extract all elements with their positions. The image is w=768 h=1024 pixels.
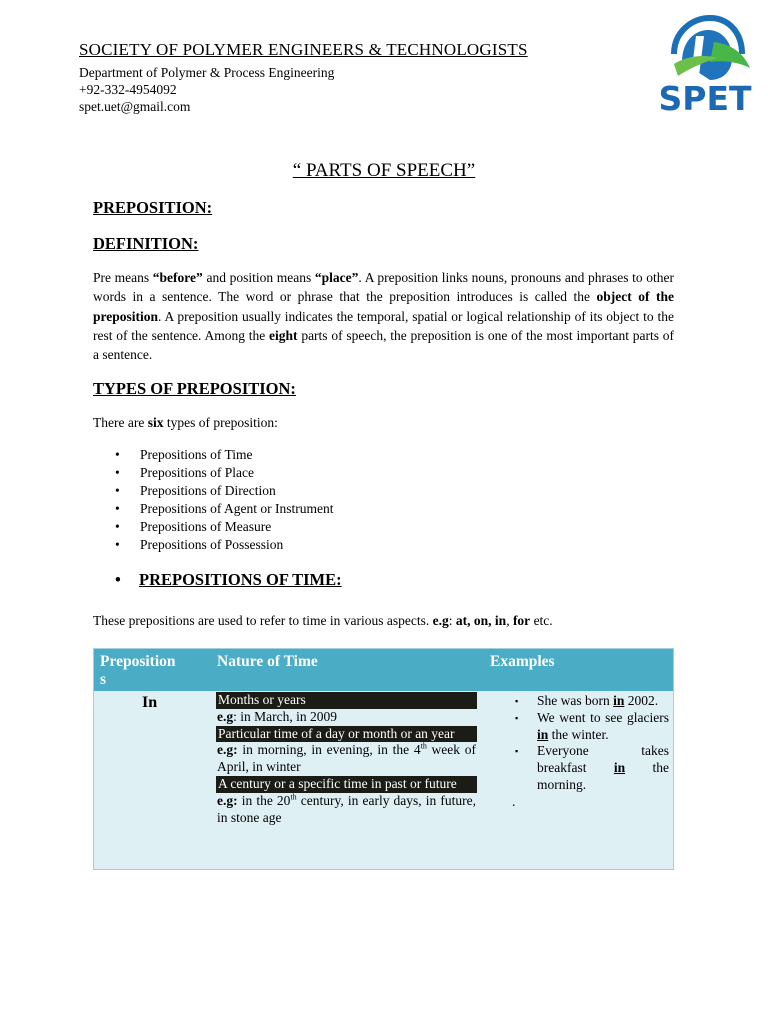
department-name: Department of Polymer & Process Engineering xyxy=(79,65,335,80)
list-item: • Prepositions of Agent or Instrument xyxy=(115,500,333,518)
nature-item: Months or years xyxy=(216,692,477,709)
time-intro: These prepositions are used to refer to time in various aspects. e.g: at, on, in, for etc. xyxy=(93,613,553,628)
trailing-period: . xyxy=(512,793,516,809)
types-intro: There are six types of preposition: xyxy=(93,415,278,430)
page-title: “ PARTS OF SPEECH” xyxy=(292,160,476,181)
section-heading-preposition: PREPOSITION: xyxy=(93,198,213,217)
list-item: • Prepositions of Possession xyxy=(115,536,333,554)
definition-paragraph: Pre means “before” and position means “place”. A preposition links nouns, pronouns and phrases to other words in a sentence. The word or phrase that the preposition introduces is called the object of the preposition. A preposition usually indicates the temporal, spatial or logical relationship of its object to the rest of the sentence. Among the eight parts of speech, the preposition is one of the most important parts of a sentence. xyxy=(93,270,675,363)
time-prepositions-table xyxy=(93,648,674,870)
definition-heading: DEFINITION: xyxy=(93,234,199,253)
example-item: ▪ Everyone takes breakfast in the morning. xyxy=(513,743,669,793)
types-heading: TYPES OF PREPOSITION: xyxy=(93,379,296,398)
example-item: ▪ We went to see glaciers in the winter. xyxy=(513,710,669,744)
header-nature-of-time: Nature of Time xyxy=(217,653,318,670)
nature-item: A century or a specific time in past or future xyxy=(216,776,477,793)
types-list xyxy=(115,446,333,553)
header-prepositions: Preposition s xyxy=(100,653,176,688)
example-item: ▪ She was born in 2002. xyxy=(513,693,669,710)
table-header xyxy=(94,649,673,691)
nature-of-time-cell xyxy=(216,692,477,826)
examples-cell xyxy=(513,693,669,811)
nature-example: e.g: in morning, in evening, in the 4th week of April, in winter xyxy=(217,741,476,775)
list-item: • Prepositions of Time xyxy=(115,446,333,464)
list-item: • Prepositions of Measure xyxy=(115,518,333,536)
nature-example: e.g: in March, in 2009 xyxy=(217,708,337,724)
time-heading: • PREPOSITIONS OF TIME: xyxy=(115,570,342,589)
nature-item: Particular time of a day or month or an year xyxy=(216,726,477,743)
list-item: • Prepositions of Direction xyxy=(115,482,333,500)
list-item: • Prepositions of Place xyxy=(115,464,333,482)
phone-number: +92-332-4954092 xyxy=(79,82,177,97)
spet-logo xyxy=(652,14,758,118)
preposition-cell: In xyxy=(142,694,158,711)
logo-text: SPET xyxy=(658,79,752,118)
nature-example: e.g: in the 20th century, in early days, in future, in stone age xyxy=(217,792,476,825)
organization-name: SOCIETY OF POLYMER ENGINEERS & TECHNOLOGISTS xyxy=(79,40,528,59)
header-examples: Examples xyxy=(490,653,555,670)
email-address: spet.uet@gmail.com xyxy=(79,99,191,114)
